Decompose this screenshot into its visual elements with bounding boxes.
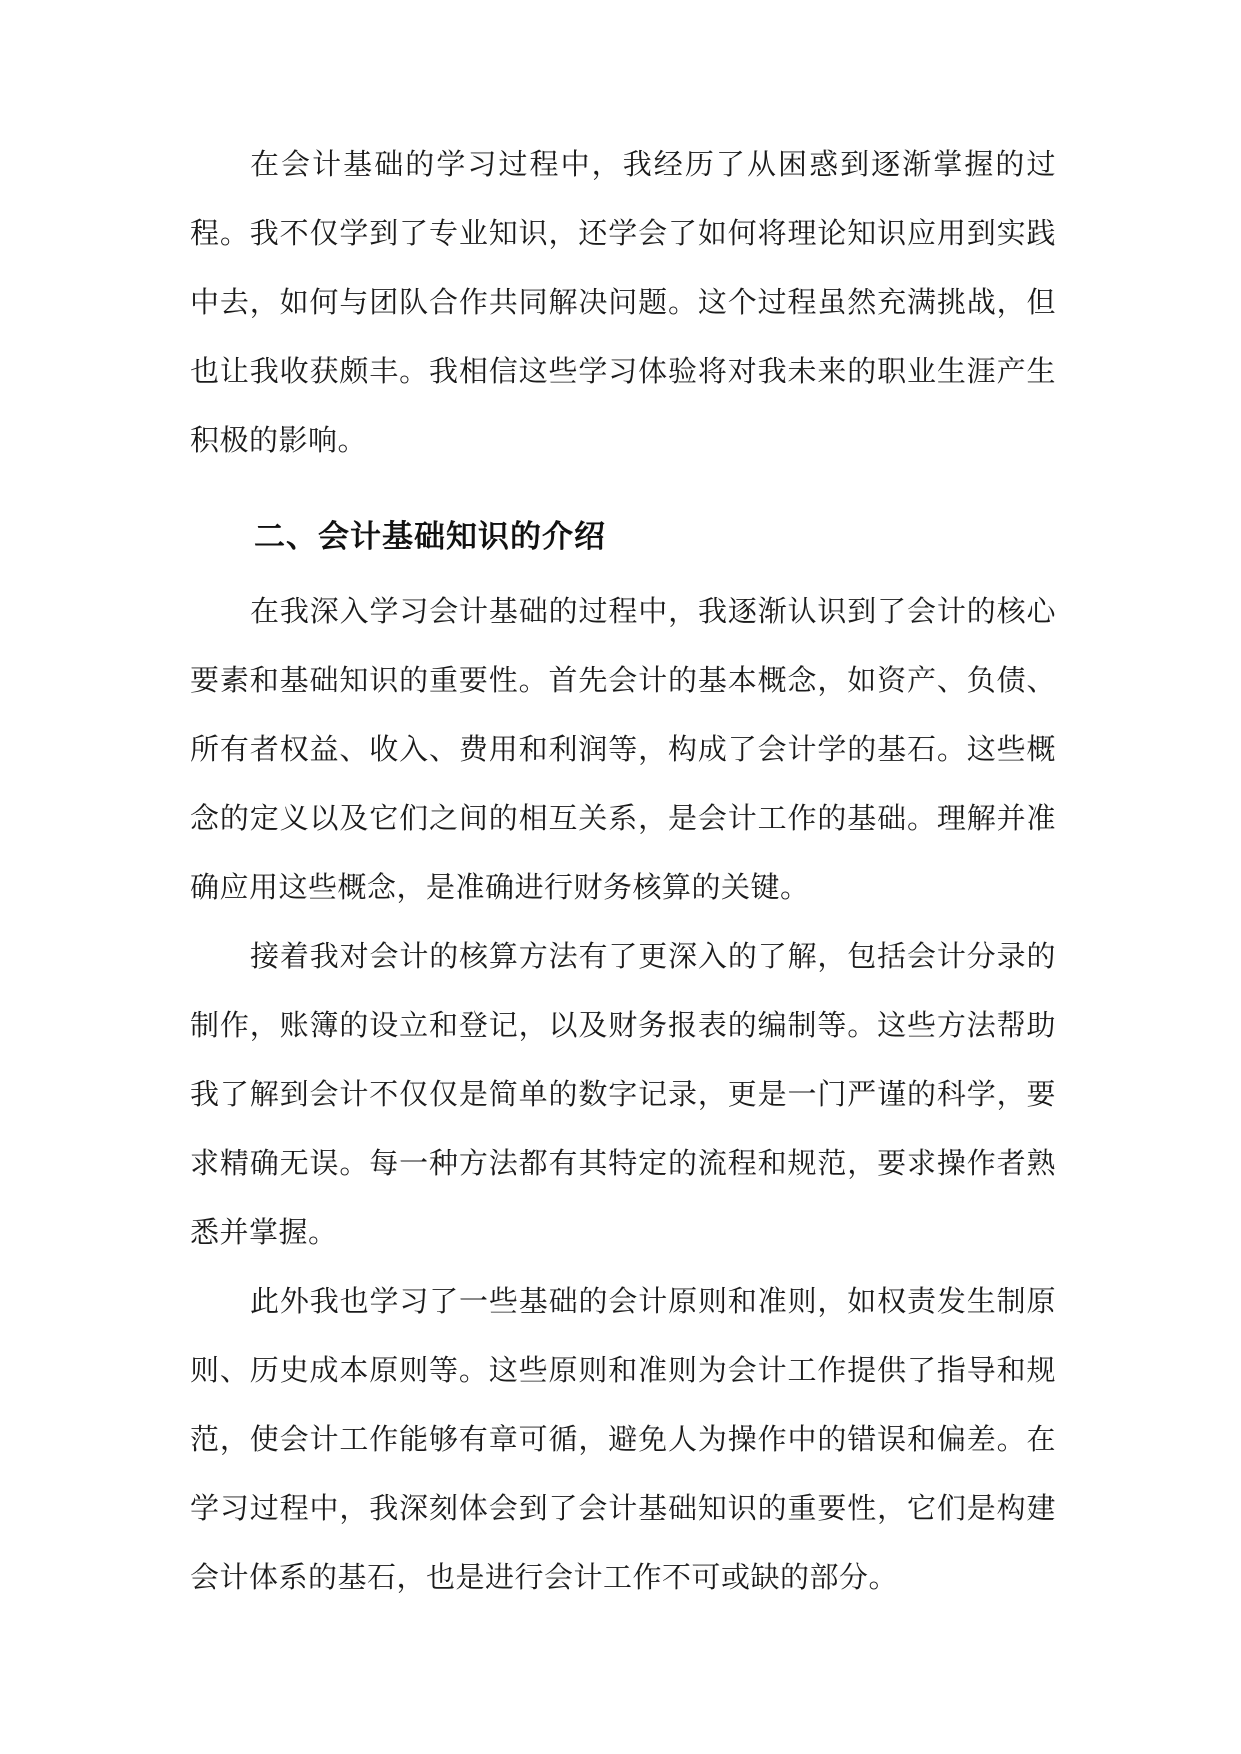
body-paragraph-2: 接着我对会计的核算方法有了更深入的了解，包括会计分录的制作，账簿的设立和登记，以及财务报表的编制等。这些方法帮助我了解到会计不仅仅是简单的数字记录，更是一门严谨的科学，要求精确无误。每一种方法都有其特定的流程和规范，要求操作者熟悉并掌握。 [190, 939, 1056, 1249]
document-body [190, 130, 1056, 1612]
section-heading: 二、会计基础知识的介绍 [254, 519, 606, 555]
body-paragraph-1: 在我深入学习会计基础的过程中，我逐渐认识到了会计的核心要素和基础知识的重要性。首先会计的基本概念，如资产、负债、所有者权益、收入、费用和利润等，构成了会计学的基石。这些概念的定义以及它们之间的相互关系，是会计工作的基础。理解并准确应用这些概念，是准确进行财务核算的关键。 [190, 594, 1056, 904]
body-paragraph-3: 此外我也学习了一些基础的会计原则和准则，如权责发生制原则、历史成本原则等。这些原则和准则为会计工作提供了指导和规范，使会计工作能够有章可循，避免人为操作中的错误和偏差。在学习过程中，我深刻体会到了会计基础知识的重要性，它们是构建会计体系的基石，也是进行会计工作不可或缺的部分。 [190, 1284, 1056, 1594]
intro-paragraph: 在会计基础的学习过程中，我经历了从困惑到逐渐掌握的过程。我不仅学到了专业知识，还学会了如何将理论知识应用到实践中去，如何与团队合作共同解决问题。这个过程虽然充满挑战，但也让我收获颇丰。我相信这些学习体验将对我未来的职业生涯产生积极的影响。 [190, 147, 1056, 457]
